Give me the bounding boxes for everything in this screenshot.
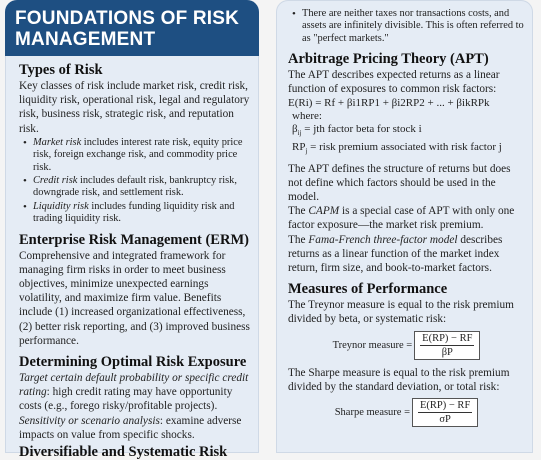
treynor-text: The Treynor measure is equal to the risk premium divided by beta, or systematic risk: [288,299,514,326]
where-label: where: [292,110,322,123]
ff-pre: The [288,233,309,246]
sharpe-fraction [412,398,478,427]
treynor-numerator: E(RP) − RF [422,332,473,344]
types-of-risk-heading: Types of Risk [19,62,103,78]
erm-text: Comprehensive and integrated framework for managing firm risks in order to meet business objectives, minimize unexpected earnings volatility, and maximize firm value. Benefits include (1) increased organizational effectiveness, (2) better risk reporting, and (3) improved business performance. [19,249,250,347]
assumption-list [288,8,525,45]
treynor-formula [288,331,525,360]
capm-pre: The [288,205,309,218]
optimal-term-1: Target certain default probability or specific credit rating [19,372,249,399]
sharpe-numerator: E(RP) − RF [420,400,471,412]
bullet-text: includes funding liquidity risk and trading liquidity risk. [33,200,235,225]
performance-heading: Measures of Performance [288,281,448,298]
capm-post: is a special case of APT with only one factor exposure—the market risk premium. [288,205,515,232]
cut-off-heading-wrap [19,444,251,460]
diversifiable-risk-heading: Diversifiable and Systematic Risk [19,444,228,460]
capm-term: CAPM [308,205,340,218]
bullet-term: Credit risk [33,175,78,187]
bullet-term: Liquidity risk [33,200,89,212]
sharpe-denominator: σP [439,414,451,426]
apt-formula-block [288,97,525,159]
right-column [276,0,533,453]
treynor-denominator: βP [441,346,453,358]
beta-definition-text: = jth factor beta for stock i [304,123,422,136]
optimal-desc-1: : high credit rating may have opportunity costs (e.g., forego risky/profitable projects). [19,386,233,413]
sharpe-label: Sharpe measure = [334,407,411,419]
fama-french-text [288,233,525,276]
erm-heading: Enterprise Risk Management (ERM) [19,231,249,248]
banner-line-2: MANAGEMENT [15,29,156,50]
rp-definition: $RP_j$ = risk premium associated with risk factor j [292,141,502,156]
rp-definition-text: = risk premium associated with risk factor j [310,141,502,154]
types-of-risk-text: Key classes of risk include market risk, credit risk, liquidity risk, operational risk, legal and regulatory risk, business risk, strategic risk, and reputation risk. [19,80,250,135]
apt-structure-text: The APT defines the structure of returns but does not define which factors should be used in the model. [288,162,511,204]
bullet-text: includes default risk, bankruptcy risk, downgrade risk, and settlement risk. [33,175,237,199]
banner-line-1: FOUNDATIONS OF RISK [15,8,240,29]
bullet-market-risk [33,137,251,174]
optimal-risk-text-1 [19,371,251,414]
beta-definition: $\beta_{ij}$ = jth factor beta for stock i [292,123,422,138]
section-banner [5,0,259,56]
optimal-term-2: Sensitivity or scenario analysis [19,414,160,427]
capm-text [288,204,525,232]
treynor-fraction [414,331,480,360]
left-column [5,0,259,460]
ff-post: describes returns as a linear function of the market index return, firm size, and book-to-market factors. [288,233,503,275]
optimal-desc-2: : examine adverse impacts on value from specific shocks. [19,414,242,441]
bullet-liquidity-risk [33,201,251,226]
bullet-credit-risk [33,175,251,200]
apt-formula-text: E(Ri) = Rf + βi1RP1 + βi2RP2 + ... + βikRPk [288,96,490,109]
optimal-risk-text-2 [19,414,251,442]
bullet-text: includes interest rate risk, equity price risk, foreign exchange risk, and commodity price risk. [33,136,243,173]
right-content [276,0,533,427]
apt-text: The APT describes expected returns as a linear function of exposures to common risk factors: [288,69,500,96]
apt-heading: Arbitrage Pricing Theory (APT) [288,51,489,68]
left-content [5,62,259,460]
sharpe-formula [288,398,525,427]
perfect-markets-bullet: • There are neither taxes nor transactions costs, and assets are infinitely divisible. This is often referred to as "perfect markets." [302,8,525,45]
risk-bullet-list [19,137,251,226]
sharpe-text: The Sharpe measure is equal to the risk premium divided by the standard deviation, or total risk: [288,366,510,393]
ff-term: Fama-French three-factor model [308,233,458,246]
apt-formula [288,97,525,110]
bullet-term: Market risk [33,136,82,148]
treynor-label: Treynor measure = [332,339,413,351]
optimal-risk-heading: Determining Optimal Risk Exposure [19,354,247,371]
